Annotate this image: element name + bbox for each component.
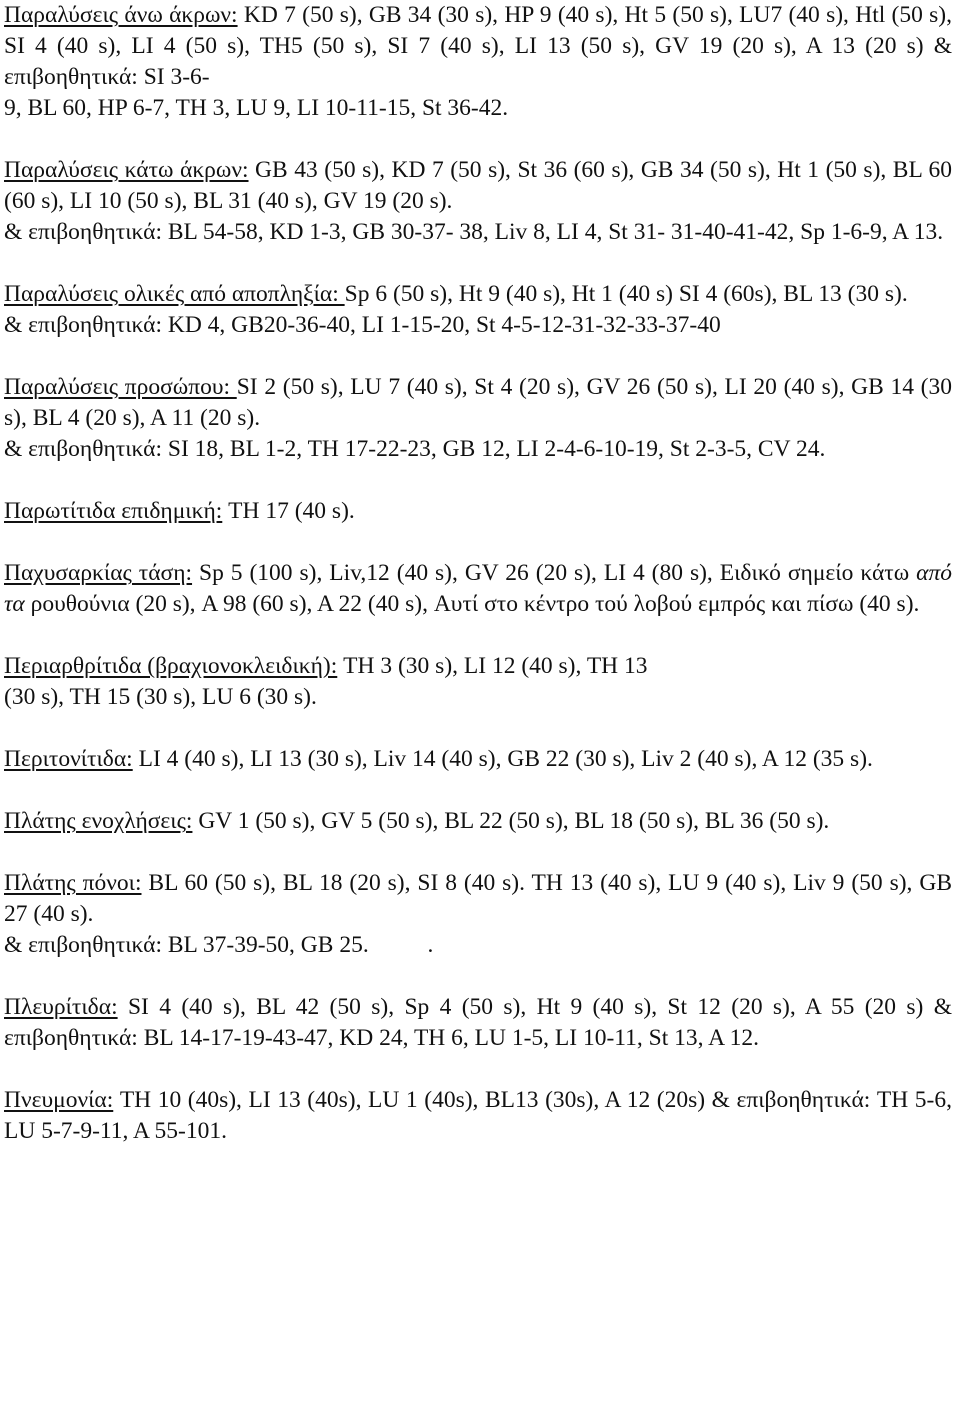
entry-text: GB 43 (50 s), KD 7 (50 s), St 36 (60 s), GB 34 (50 s), Ht 1 (50 s), BL 60 (60 s), LI 10 (50 s), BL 31 (40 s), GV 19 (20 s). [4,157,952,214]
entry-paragraph [4,651,952,713]
entry-text: BL 60 (50 s), BL 18 (20 s), SI 8 (40 s). TH 13 (40 s), LU 9 (40 s), Liv 9 (50 s), GB 27 (40 s). [4,870,952,927]
entry-heading: Παραλύσεις κάτω άκρων: [4,157,249,183]
entry-heading: Παραλύσεις άνω άκρων: [4,2,238,28]
entry-heading: Πλάτης πόνοι: [4,870,142,896]
entry-text-italic: από τα [4,560,952,617]
entry-paragraph [4,0,952,124]
entry-heading: Περιτονίτιδα: [4,746,133,772]
entry-text: SI 2 (50 s), LU 7 (40 s), St 4 (20 s), GV 26 (50 s), LI 20 (40 s), GB 14 (30 s), BL 4 (20 s), A 11 (20 s). [4,374,952,431]
entry-heading: Πλάτης ενοχλήσεις: [4,808,193,834]
entry-paragraph [4,744,952,775]
entry-text: TH 10 (40s), LI 13 (40s), LU 1 (40s), BL13 (30s), A 12 (20s) & επιβοηθητικά: TH 5-6, LU 5-7-9-11, A 55-101. [4,1087,952,1144]
entry-text: TH 3 (30 s), LI 12 (40 s), TH 13 [337,653,648,679]
entry-text: TH 17 (40 s). [222,498,355,524]
entry-text: LI 4 (40 s), LI 13 (30 s), Liv 14 (40 s), GB 22 (30 s), Liv 2 (40 s), A 12 (35 s). [132,746,873,772]
entry-pleurisy [4,992,952,1054]
entry-heading: Περιαρθρίτιδα (βραχιονοκλειδική): [4,653,338,679]
entry-auxiliary: & επιβοηθητικά: BL 54-58, KD 1-3, GB 30-37- 38, Liv 8, LI 4, St 31- 31-40-41-42, Sp 1-6-9, A 13. [4,219,944,245]
entry-paragraph [4,806,952,837]
entry-heading: Παραλύσεις προσώπου: [4,374,237,400]
entry-text: GV 1 (50 s), GV 5 (50 s), BL 22 (50 s), BL 18 (50 s), BL 36 (50 s). [192,808,830,834]
entry-heading: Πνευμονία: [4,1087,114,1113]
entry-text: Sp 5 (100 s), Liv,12 (40 s), GV 26 (20 s), LI 4 (80 s), Ειδικό σημείο κάτω [192,560,917,586]
entry-periarthritis [4,651,952,713]
entry-text: KD 7 (50 s), GB 34 (30 s), HP 9 (40 s), Ht 5 (50 s), LU7 (40 s), Htl (50 s), SI 4 (40 s), LI 4 (50 s), TH5 (50 s), SI 7 (40 s), LI 13 (50 s), GV 19 (20 s), A 13 (20 s) & επιβοηθητικά: SI 3-6- [4,2,952,90]
entry-text: ρουθούνια (20 s), A 98 (60 s), A 22 (40 s), Αυτί στο κέντρο τού λοβού εμπρός και πίσω (40 s). [24,591,920,617]
entry-text-line2: 9, BL 60, HP 6-7, TH 3, LU 9, LI 10-11-15, St 36-42. [4,95,509,121]
entry-pneumonia [4,1085,952,1147]
entry-paragraph [4,155,952,217]
entry-paragraph [4,558,952,620]
entry-paragraph [4,496,952,527]
entry-auxiliary: & επιβοηθητικά: BL 37-39-50, GB 25. . [4,932,434,958]
entry-auxiliary: & επιβοηθητικά: SI 18, BL 1-2, TH 17-22-23, GB 12, LI 2-4-6-10-19, St 2-3-5, CV 24. [4,436,826,462]
entry-lower-limb-paralysis [4,155,952,248]
entry-paragraph [4,992,952,1054]
entry-back-discomfort [4,806,952,837]
entry-stroke-paralysis [4,279,952,341]
entry-heading: Παρωτίτιδα επιδημική: [4,498,223,524]
entry-peritonitis [4,744,952,775]
entry-text-line2: (30 s), TH 15 (30 s), LU 6 (30 s). [4,684,317,710]
document-page [4,0,952,1147]
entry-heading: Παχυσαρκίας τάση: [4,560,193,586]
entry-facial-paralysis [4,372,952,465]
entry-paragraph [4,1085,952,1147]
entry-paragraph [4,279,952,310]
entry-obesity [4,558,952,620]
entry-back-pain [4,868,952,961]
entry-paragraph [4,372,952,434]
entry-upper-limb-paralysis [4,0,952,124]
entry-auxiliary: & επιβοηθητικά: KD 4, GB20-36-40, LI 1-15-20, St 4-5-12-31-32-33-37-40 [4,312,721,338]
entry-text: SI 4 (40 s), BL 42 (50 s), Sp 4 (50 s), Ht 9 (40 s), St 12 (20 s), A 55 (20 s) & επιβοηθητικά: BL 14-17-19-43-47, KD 24, TH 6, LU 1-5, LI 10-11, St 13, A 12. [4,994,952,1051]
entry-paragraph [4,868,952,930]
entry-heading: Παραλύσεις ολικές από αποπληξία: [4,281,345,307]
entry-text: Sp 6 (50 s), Ht 9 (40 s), Ht 1 (40 s) SI 4 (60s), BL 13 (30 s). [344,281,908,307]
entry-heading: Πλευρίτιδα: [4,994,118,1020]
entry-mumps [4,496,952,527]
